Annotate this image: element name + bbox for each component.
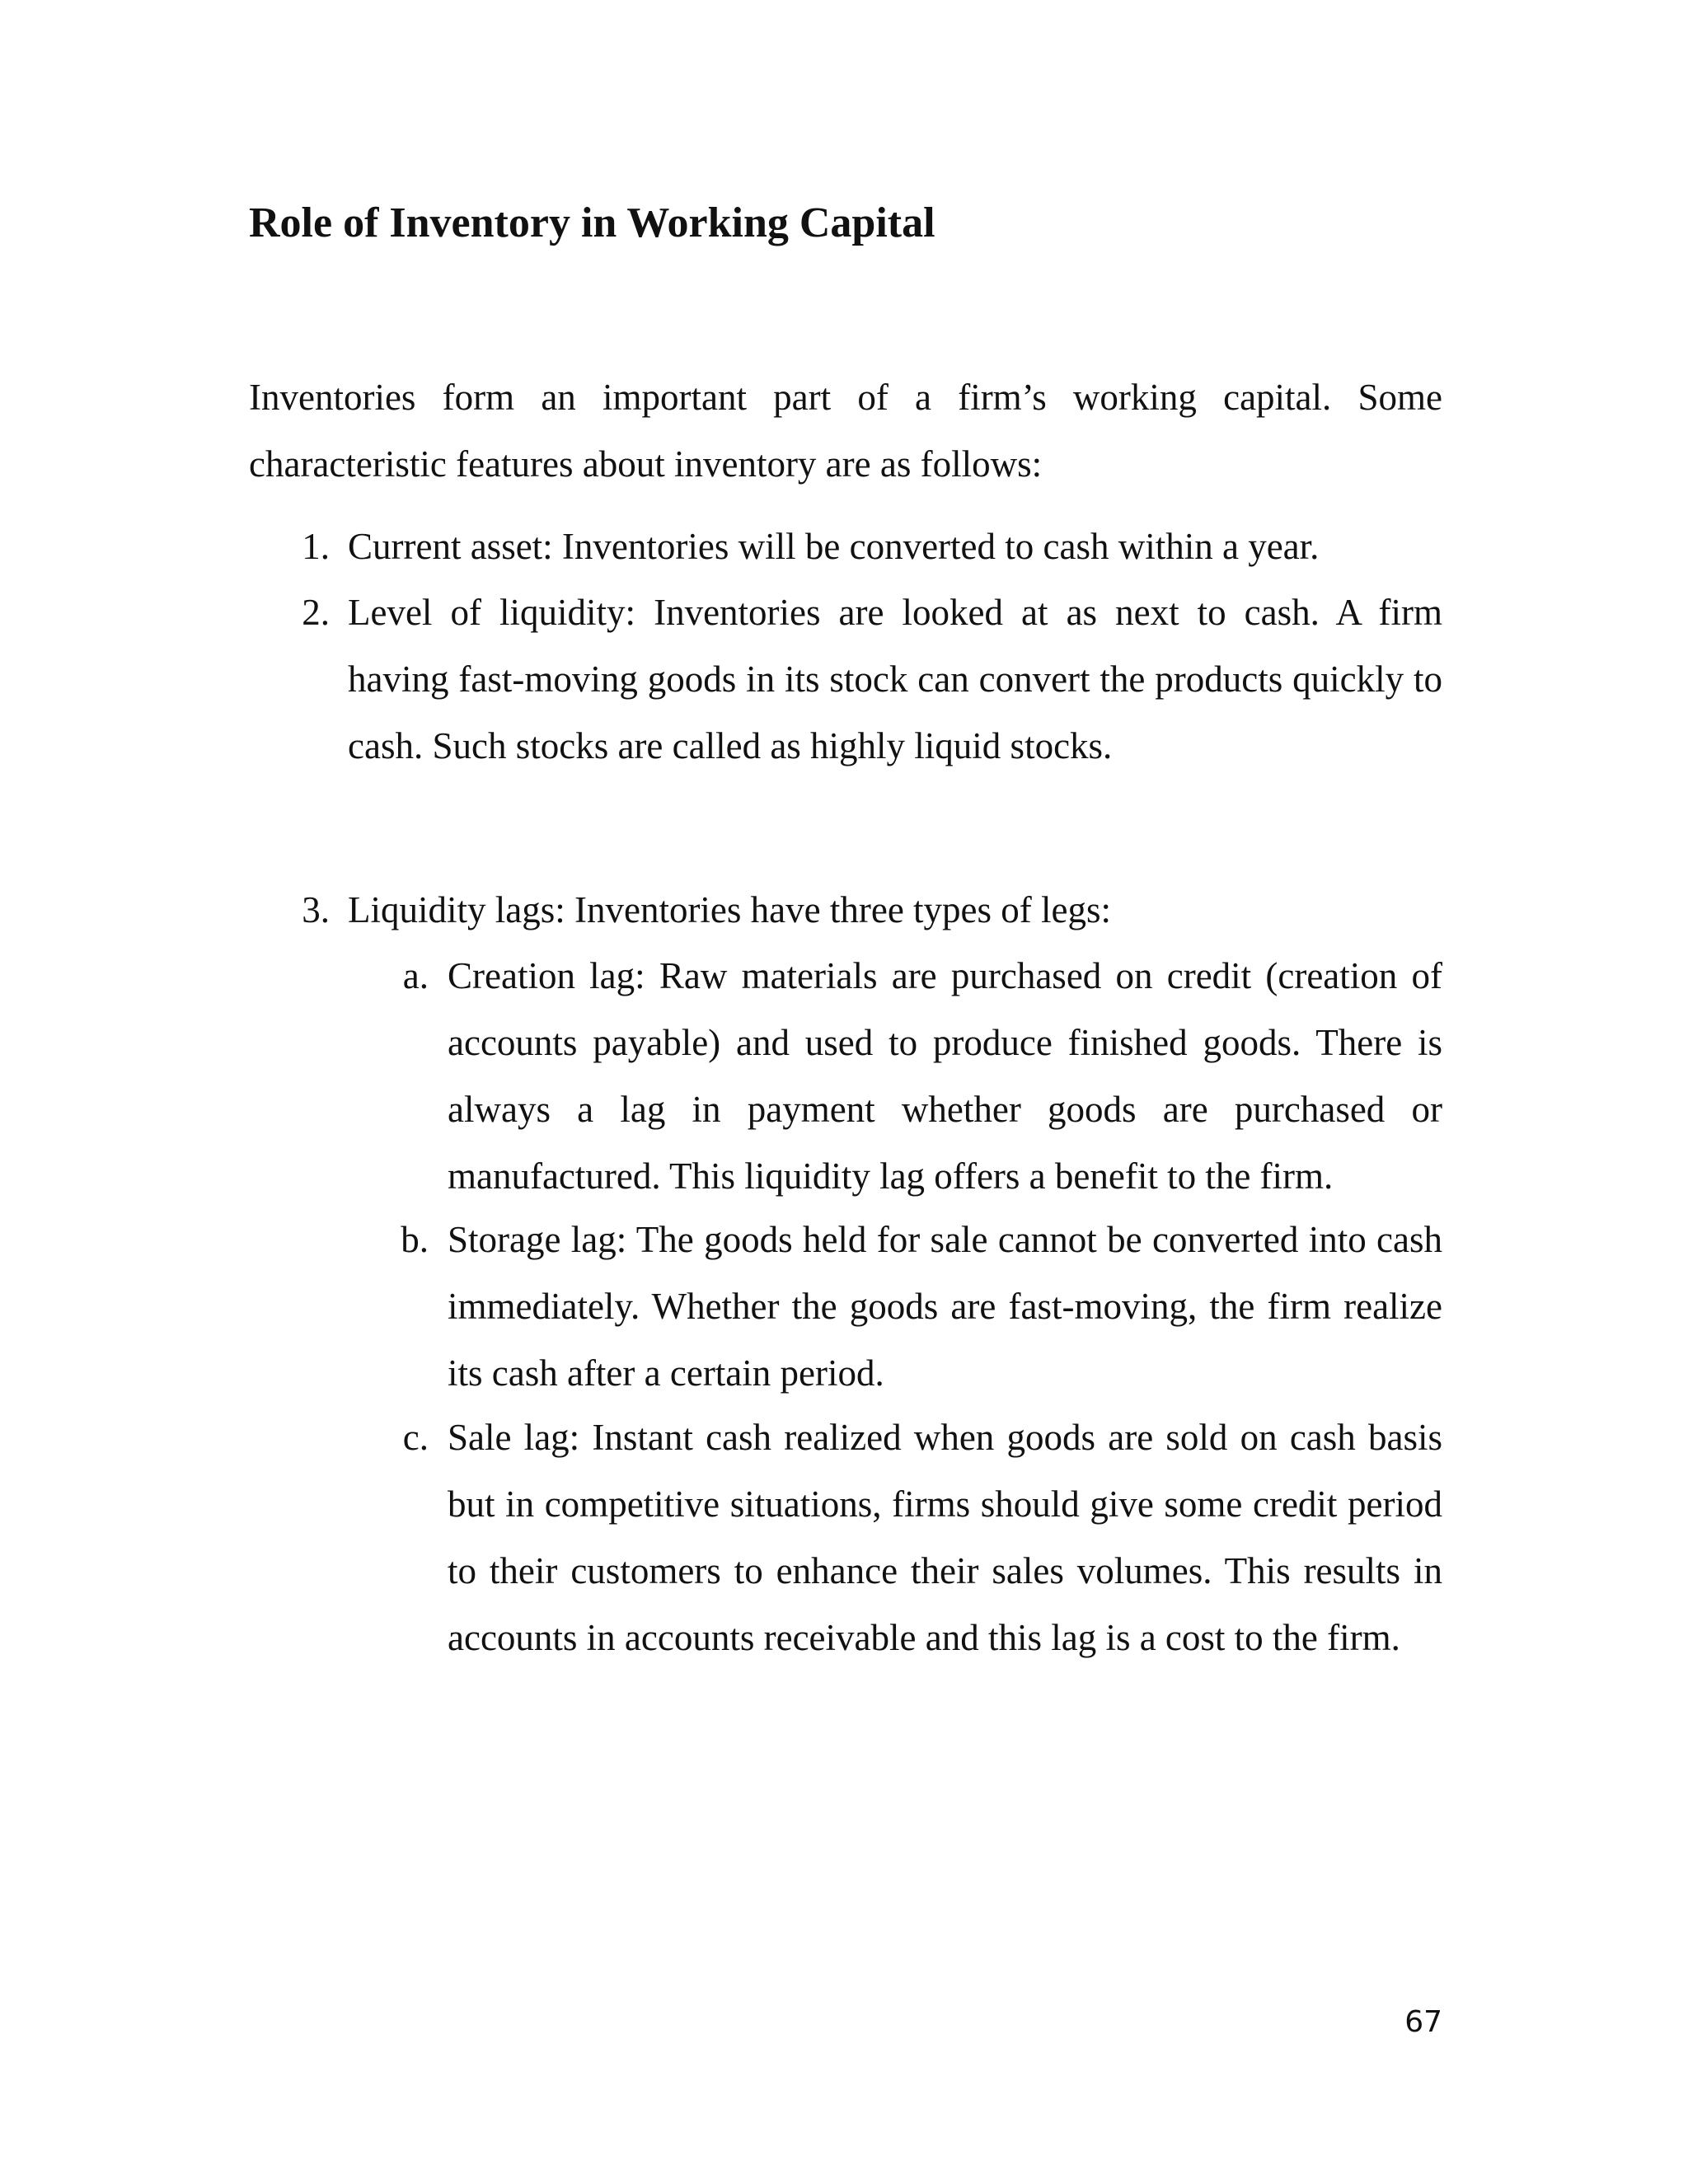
page-title: Role of Inventory in Working Capital (249, 199, 935, 246)
sublist-item-sale-lag: Sale lag: Instant cash realized when goods are sold on cash basis but in competitive situations, firms should give some credit period to their customers to enhance their sales volumes. This results in accounts in accounts receivable and this lag is a cost to the firm. (448, 1417, 1442, 1658)
list-marker-1: 1. (302, 526, 330, 567)
list-marker-3: 3. (302, 889, 330, 930)
list-marker-2: 2. (302, 592, 330, 633)
sublist-item-storage-lag: Storage lag: The goods held for sale cannot be converted into cash immediately. Whether the goods are fast-moving, the firm realize its cash after a certain period. (448, 1219, 1442, 1394)
page-number: 67 (1404, 2005, 1442, 2039)
intro-paragraph: Inventories form an important part of a firm’s working capital. Some characteristic features about inventory are as follows: (249, 377, 1442, 485)
sublist-marker-a: a. (402, 955, 429, 996)
sublist-marker-c: c. (402, 1417, 429, 1458)
sublist-item-creation-lag: Creation lag: Raw materials are purchased on credit (creation of accounts payable) and used to produce finished goods. There is always a lag in payment whether goods are purchased or manufactured. This liquidity lag offers a benefit to the firm. (448, 955, 1442, 1197)
list-item-current-asset: Current asset: Inventories will be converted to cash within a year. (348, 526, 1320, 567)
list-item-level-of-liquidity: Level of liquidity: Inventories are looked at as next to cash. A firm having fast-moving goods in its stock can convert the products quickly to cash. Such stocks are called as highly liquid stocks. (348, 592, 1442, 766)
sublist-marker-b: b. (401, 1219, 429, 1260)
list-item-liquidity-lags: Liquidity lags: Inventories have three types of legs: (348, 889, 1112, 930)
